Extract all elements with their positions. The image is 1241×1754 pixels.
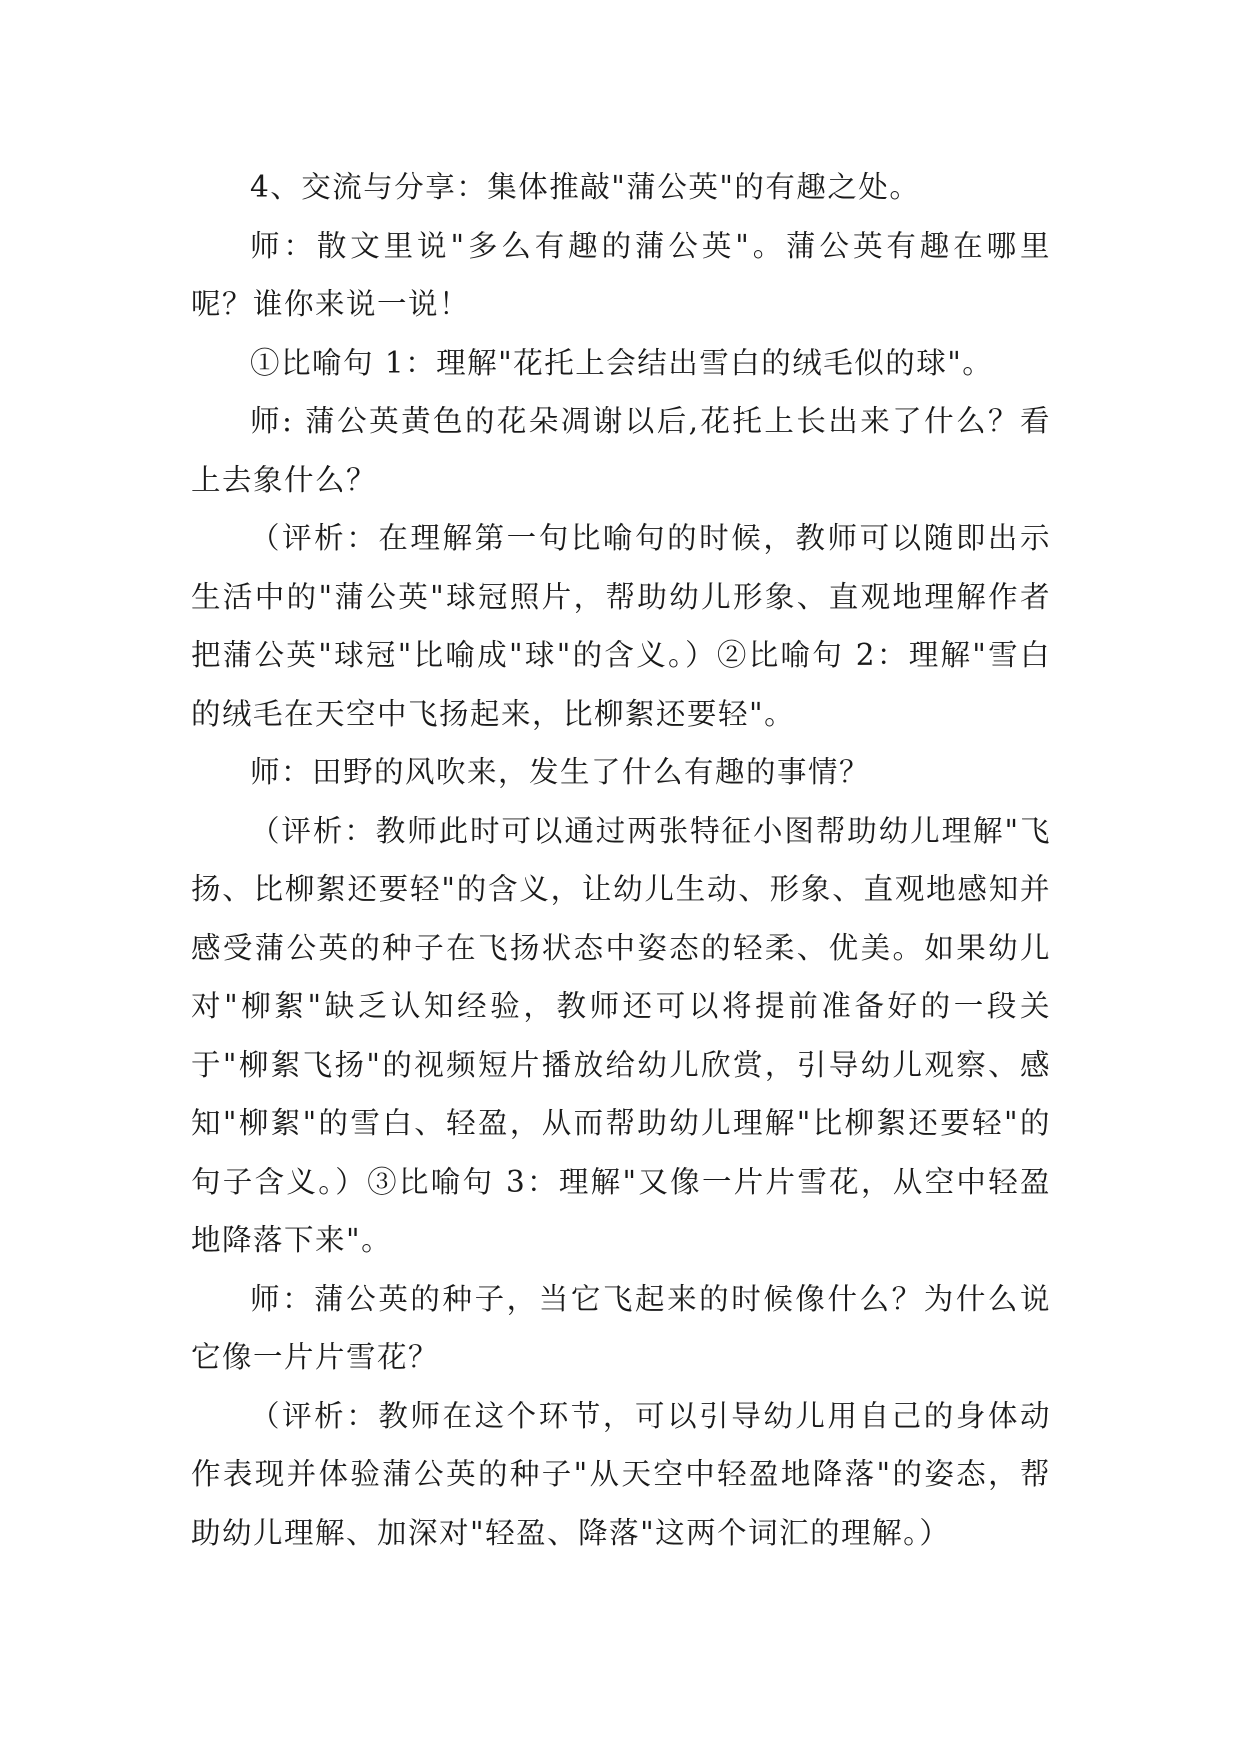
paragraph-teacher-question-4: 师：蒲公英的种子，当它飞起来的时候像什么？为什么说它像一片片雪花？ bbox=[191, 1281, 1051, 1374]
paragraph-metaphor-1: ①比喻句 1：理解"花托上会结出雪白的绒毛似的球"。 bbox=[250, 345, 994, 380]
paragraph-commentary-3: （评析：教师在这个环节，可以引导幼儿用自己的身体动作表现并体验蒲公英的种子"从天空中轻盈地降落"的姿态，帮助幼儿理解、加深对"轻盈、降落"这两个词汇的理解。） bbox=[191, 1398, 1051, 1550]
paragraph-teacher-question-2: 师: 蒲公英黄色的花朵凋谢以后,花托上长出来了什么？看上去象什么？ bbox=[191, 404, 1051, 497]
paragraph-commentary-1: （评析：在理解第一句比喻句的时候，教师可以随即出示生活中的"蒲公英"球冠照片，帮助幼儿形象、直观地理解作者把蒲公英"球冠"比喻成"球"的含义。）②比喻句 2：理解"雪白的绒毛在天空中飞扬起来，比柳絮还要轻"。 bbox=[191, 521, 1051, 731]
paragraph-teacher-question-1: 师：散文里说"多么有趣的蒲公英"。蒲公英有趣在哪里呢？谁你来说一说！ bbox=[191, 228, 1051, 321]
paragraph-heading-exchange: 4、交流与分享：集体推敲"蒲公英"的有趣之处。 bbox=[250, 170, 921, 204]
paragraph-commentary-2: （评析：教师此时可以通过两张特征小图帮助幼儿理解"飞扬、比柳絮还要轻"的含义，让幼儿生动、形象、直观地感知并感受蒲公英的种子在飞扬状态中姿态的轻柔、优美。如果幼儿对"柳絮"缺乏认知经验，教师还可以将提前准备好的一段关于"柳絮飞扬"的视频短片播放给幼儿欣赏，引导幼儿观察、感知"柳絮"的雪白、轻盈，从而帮助幼儿理解"比柳絮还要轻"的句子含义。）③比喻句 3：理解"又像一片片雪花，从空中轻盈地降落下来"。 bbox=[191, 813, 1051, 1257]
document-body bbox=[191, 158, 1051, 1562]
paragraph-teacher-question-3: 师：田野的风吹来，发生了什么有趣的事情？ bbox=[250, 755, 871, 789]
